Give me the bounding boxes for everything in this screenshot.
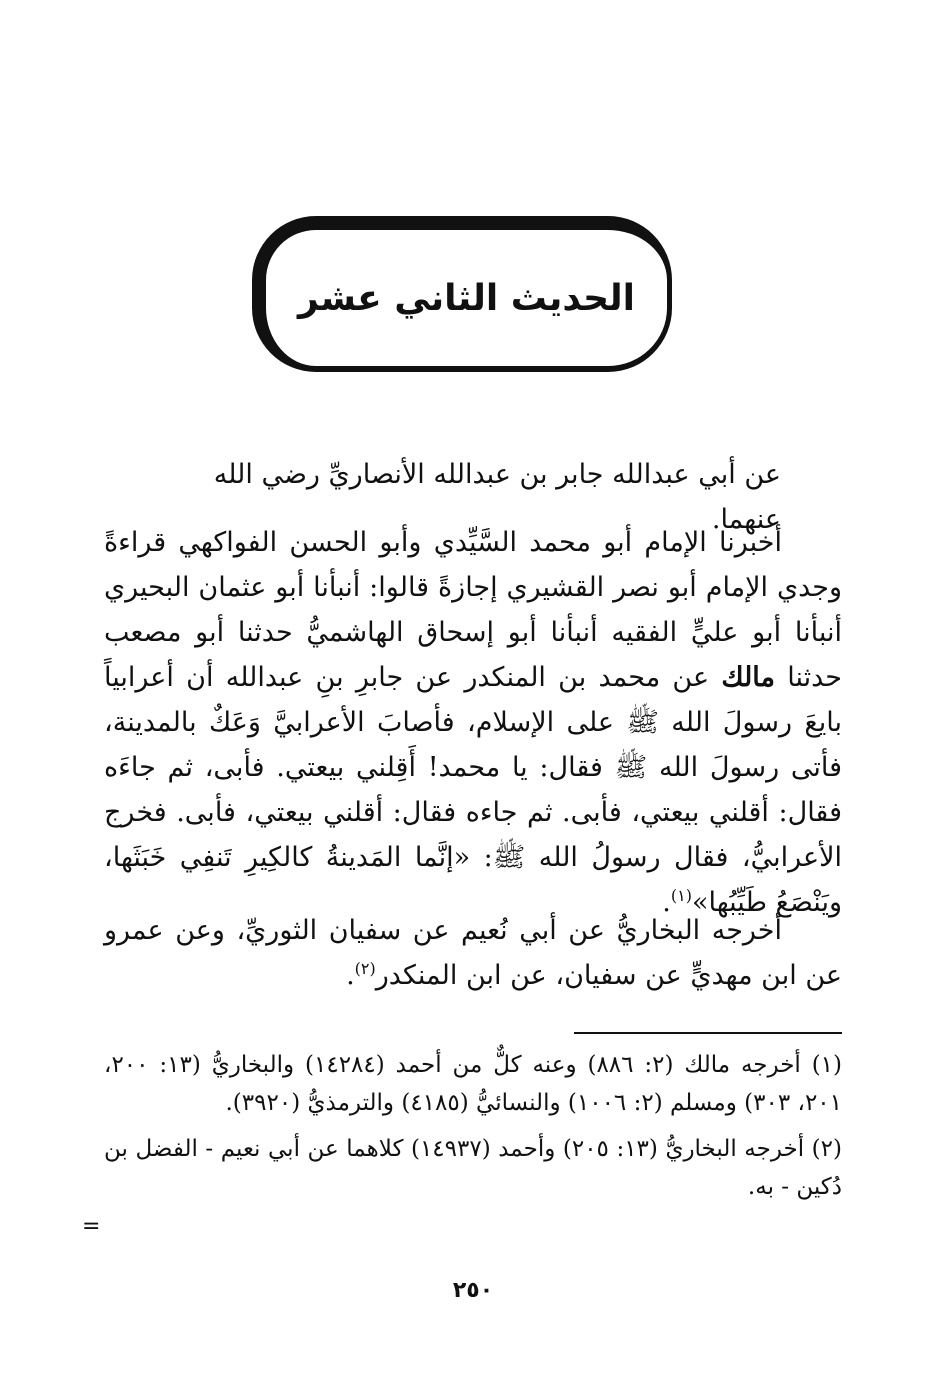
hadith-text-part-1: أخبرنا الإمام أبو محمد السَّيِّدي وأبو الحسن الفواكهي قراءةً وجدي الإمام أبو نصر القشيري إجازةً قالوا: أنبأنا أبو عثمان البحيري أنبأنا أبو عليٍّ الفقيه أنبأنا أبو إسحاق الهاشميُّ حدثنا أبو مصعب حدثنا: [104, 527, 842, 693]
hadith-text-part-2: عن محمد بن المنكدر عن جابرِ بنِ عبدالله أن أعرابياً بايعَ رسولَ الله ﷺ على الإسلام، فأصابَ الأعرابيَّ وَعَكٌ بالمدينة، فأتى رسولَ الله ﷺ فقال: يا محمد! أَقِلني بيعتي. فأبى، ثم جاءَه فقال: أقلني بيعتي، فأبى. ثم جاءه فقال: أقلني بيعتي، فأبى. فخرج الأعرابيُّ، فقال رسولُ الله ﷺ: «إنَّما المَدينةُ كالكِيرِ تَنفِي خَبَثَها، ويَنْصَعُ طَيِّبُها»: [104, 662, 842, 918]
takhrij-paragraph: [104, 908, 842, 998]
chapter-title: الحديث الثاني عشر: [298, 277, 635, 319]
hadith-chain-and-text: [104, 520, 842, 925]
footnote-ref-1: (١): [670, 886, 692, 905]
footnote-1: (١) أخرجه مالك (٢: ٨٨٦) وعنه كلٌّ من أحمد (١٤٢٨٤) والبخاريُّ (١٣: ٢٠٠، ٢٠١، ٣٠٣) ومسلم (٢: ١٠٠٦) والنسائيُّ (٤١٨٥) والترمذيُّ (٣٩٢٠).: [104, 1052, 843, 1116]
hadith-bold-name: مالك: [721, 662, 775, 693]
page-number: ٢٥٠: [452, 1278, 494, 1303]
footnote-2: (٢) أخرجه البخاريُّ (١٣: ٢٠٥) وأحمد (١٤٩٣٧) كلاهما عن أبي نعيم - الفضل بن دُكين - به.: [104, 1136, 843, 1200]
takhrij-text: أخرجه البخاريُّ عن أبي نُعيم عن سفيان الثوريِّ، وعن عمرو عن ابن مهديٍّ عن سفيان، عن ابن المنكدر: [104, 915, 842, 991]
footnotes: [104, 1046, 842, 1206]
hadith-text-end: .: [662, 887, 671, 918]
footnote-separator: [574, 1032, 842, 1034]
takhrij-end: .: [346, 960, 355, 991]
chapter-title-frame: [252, 216, 672, 372]
footnote-ref-2: (٢): [354, 959, 376, 978]
continuation-mark: =: [82, 1214, 101, 1239]
hadith-narrator-line: عن أبي عبدالله جابر بن عبدالله الأنصاريِّ رضي الله عنهما.: [213, 459, 781, 535]
